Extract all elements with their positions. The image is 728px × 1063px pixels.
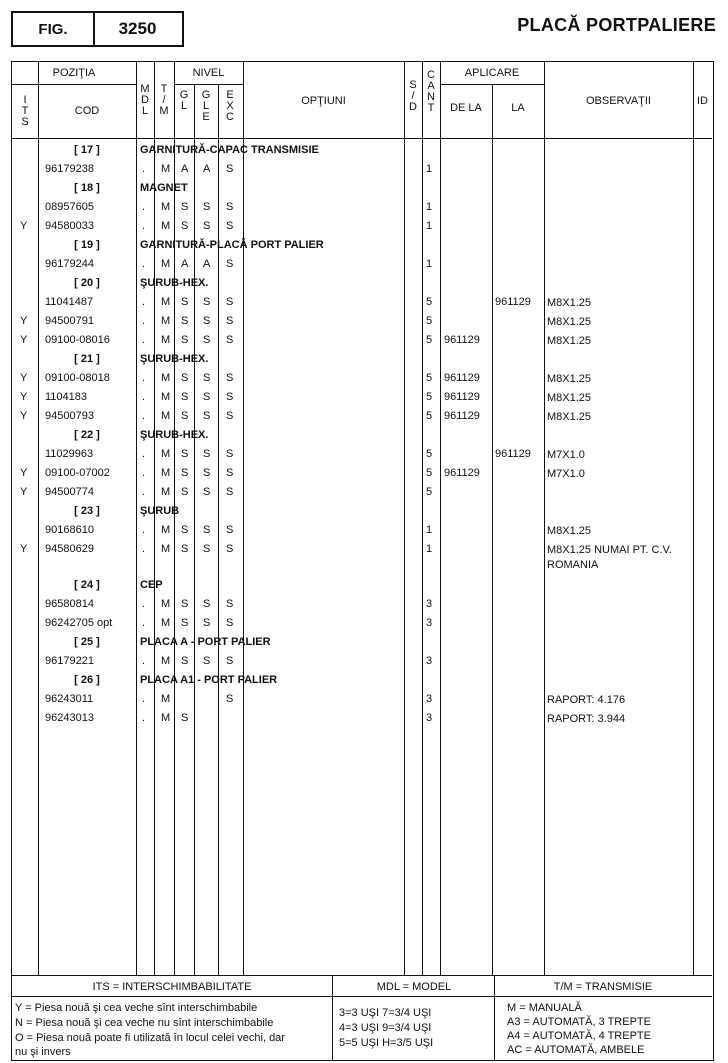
gle-cell: S	[203, 201, 211, 213]
observation-cell: M8X1.25	[547, 316, 592, 328]
gle-cell: S	[203, 524, 211, 536]
gle-cell: S	[203, 315, 211, 327]
header-pozitia: POZIŢIA	[52, 67, 96, 79]
gl-cell: S	[181, 315, 189, 327]
exc-cell: S	[226, 315, 234, 327]
part-group-name: CEP	[140, 579, 163, 591]
mdl-cell: .	[142, 258, 146, 270]
footer-mdl-title: MDL = MODEL	[376, 981, 452, 993]
footer-tm-line: AC = AUTOMATĂ, AMBELE	[507, 1044, 645, 1056]
footer-tm-line: A4 = AUTOMATĂ, 4 TREPTE	[507, 1030, 651, 1042]
header-sd: S / D	[409, 79, 417, 113]
part-code: 09100-08018	[45, 372, 110, 384]
mdl-cell: .	[142, 296, 146, 308]
tm-cell: M	[161, 598, 171, 610]
exc-cell: S	[226, 486, 234, 498]
part-code: 96243011	[45, 693, 94, 705]
its-cell: Y	[20, 543, 28, 555]
tm-cell: M	[161, 655, 171, 667]
mdl-cell: .	[142, 372, 146, 384]
mdl-cell: .	[142, 448, 146, 460]
its-cell: Y	[20, 334, 28, 346]
mdl-cell: .	[142, 410, 146, 422]
gle-cell: S	[203, 467, 211, 479]
quantity-cell: 1	[426, 258, 433, 270]
exc-cell: S	[226, 543, 234, 555]
header-id: ID	[697, 95, 708, 107]
to-date-cell: 961129	[495, 296, 531, 308]
part-code: 94580629	[45, 543, 94, 555]
observation-cell: M8X1.25	[547, 525, 592, 537]
mdl-cell: .	[142, 598, 146, 610]
header-aplicare: APLICARE	[464, 67, 520, 79]
tm-cell: M	[161, 296, 171, 308]
exc-cell: S	[226, 524, 234, 536]
position-number: [ 21 ]	[74, 353, 100, 365]
tm-cell: M	[161, 467, 171, 479]
quantity-cell: 3	[426, 617, 433, 629]
gle-cell: S	[203, 410, 211, 422]
mdl-cell: .	[142, 693, 146, 705]
quantity-cell: 1	[426, 163, 433, 175]
quantity-cell: 5	[426, 296, 433, 308]
gle-cell: S	[203, 655, 211, 667]
from-date-cell: 961129	[444, 372, 480, 384]
mdl-cell: .	[142, 334, 146, 346]
mdl-cell: .	[142, 655, 146, 667]
tm-cell: M	[161, 486, 171, 498]
gl-cell: S	[181, 334, 189, 346]
exc-cell: S	[226, 617, 234, 629]
gl-cell: S	[181, 655, 189, 667]
footer-its-line: Y = Piesa nouă şi cea veche sînt interschimbabile	[15, 1002, 258, 1014]
header-la: LA	[511, 102, 525, 114]
header-its: I T S	[21, 94, 29, 128]
footer-mdl-line: 4=3 UŞI 9=3/4 UŞI	[339, 1022, 432, 1034]
part-group-name: GARNITURĂ-PLACĂ PORT PALIER	[140, 239, 324, 251]
footer-tm-line: A3 = AUTOMATĂ, 3 TREPTE	[507, 1016, 651, 1028]
gl-cell: S	[181, 486, 189, 498]
part-code: 96179221	[45, 655, 94, 667]
position-number: [ 22 ]	[74, 429, 100, 441]
part-code: 94500791	[45, 315, 94, 327]
footer-tm-line: M = MANUALĂ	[507, 1002, 582, 1014]
mdl-cell: .	[142, 220, 146, 232]
header-dela: DE LA	[450, 102, 482, 114]
header-observatii: OBSERVAŢII	[585, 95, 651, 107]
part-code: 94500793	[45, 410, 94, 422]
part-group-name: ŞURUB-HEX.	[140, 277, 209, 289]
gl-cell: A	[181, 163, 189, 175]
fig-number: 3250	[118, 19, 157, 38]
from-date-cell: 961129	[444, 410, 480, 422]
header-mdl: M D L	[140, 83, 150, 117]
gle-cell: S	[203, 296, 211, 308]
position-number: [ 25 ]	[74, 636, 100, 648]
position-number: [ 17 ]	[74, 144, 100, 156]
from-date-cell: 961129	[444, 467, 480, 479]
position-number: [ 20 ]	[74, 277, 100, 289]
quantity-cell: 1	[426, 201, 433, 213]
parts-table	[11, 61, 714, 1061]
figure-number-box	[11, 11, 184, 47]
exc-cell: S	[226, 163, 234, 175]
quantity-cell: 5	[426, 334, 433, 346]
part-group-name: MAGNET	[140, 182, 188, 194]
from-date-cell: 961129	[444, 334, 480, 346]
tm-cell: M	[161, 391, 171, 403]
quantity-cell: 5	[426, 372, 433, 384]
part-code: 96179244	[45, 258, 94, 270]
exc-cell: S	[226, 448, 234, 460]
gl-cell: S	[181, 410, 189, 422]
part-code: 94500774	[45, 486, 94, 498]
exc-cell: S	[226, 391, 234, 403]
tm-cell: M	[161, 448, 171, 460]
header-gl: G L	[179, 89, 189, 112]
exc-cell: S	[226, 655, 234, 667]
header-gle: G L E	[201, 89, 211, 123]
part-code: 90168610	[45, 524, 94, 536]
gl-cell: S	[181, 296, 189, 308]
part-code: 96580814	[45, 598, 94, 610]
part-code: 08957605	[45, 201, 94, 213]
quantity-cell: 5	[426, 486, 433, 498]
exc-cell: S	[226, 693, 234, 705]
tm-cell: M	[161, 220, 171, 232]
gl-cell: S	[181, 448, 189, 460]
quantity-cell: 5	[426, 467, 433, 479]
footer-its-line: nu şi invers	[15, 1046, 71, 1058]
its-cell: Y	[20, 372, 28, 384]
observation-cell: M7X1.0	[547, 468, 585, 480]
gle-cell: S	[203, 391, 211, 403]
quantity-cell: 5	[426, 448, 433, 460]
quantity-cell: 3	[426, 693, 433, 705]
page-title: PLACĂ PORTPALIERE	[517, 15, 716, 35]
its-cell: Y	[20, 220, 28, 232]
its-cell: Y	[20, 410, 28, 422]
exc-cell: S	[226, 410, 234, 422]
quantity-cell: 3	[426, 655, 433, 667]
observation-cell: M8X1.25	[547, 373, 592, 385]
tm-cell: M	[161, 258, 171, 270]
part-group-name: ŞURUB	[140, 505, 180, 517]
gle-cell: A	[203, 163, 211, 175]
mdl-cell: .	[142, 486, 146, 498]
gle-cell: S	[203, 543, 211, 555]
exc-cell: S	[226, 258, 234, 270]
mdl-cell: .	[142, 201, 146, 213]
tm-cell: M	[161, 372, 171, 384]
gle-cell: S	[203, 220, 211, 232]
footer-mdl-line: 3=3 UŞI 7=3/4 UŞI	[339, 1007, 432, 1019]
tm-cell: M	[161, 410, 171, 422]
part-code: 09100-07002	[45, 467, 110, 479]
quantity-cell: 5	[426, 315, 433, 327]
tm-cell: M	[161, 693, 171, 705]
quantity-cell: 1	[426, 543, 433, 555]
exc-cell: S	[226, 220, 234, 232]
part-code: 11041487	[45, 296, 94, 308]
quantity-cell: 5	[426, 391, 433, 403]
gl-cell: S	[181, 201, 189, 213]
mdl-cell: .	[142, 524, 146, 536]
observation-cell: M8X1.25	[547, 411, 592, 423]
mdl-cell: .	[142, 315, 146, 327]
footer-mdl-line: 5=5 UŞI H=3/5 UŞI	[339, 1037, 434, 1049]
tm-cell: M	[161, 163, 171, 175]
observation-cell: RAPORT: 3.944	[547, 713, 626, 725]
tm-cell: M	[161, 617, 171, 629]
observation-cell: M8X1.25	[547, 392, 592, 404]
gl-cell: S	[181, 467, 189, 479]
gle-cell: S	[203, 486, 211, 498]
mdl-cell: .	[142, 467, 146, 479]
gle-cell: A	[203, 258, 211, 270]
observation-cell: M8X1.25	[547, 297, 592, 309]
mdl-cell: .	[142, 543, 146, 555]
observation-cell: RAPORT: 4.176	[547, 694, 626, 706]
tm-cell: M	[161, 334, 171, 346]
part-code: 11029963	[45, 448, 94, 460]
gle-cell: S	[203, 598, 211, 610]
footer-tm-title: T/M = TRANSMISIE	[553, 981, 653, 993]
gl-cell: A	[181, 258, 189, 270]
its-cell: Y	[20, 391, 28, 403]
mdl-cell: .	[142, 391, 146, 403]
footer-its-line: N = Piesa nouă şi cea veche nu sînt interschimbabile	[15, 1017, 274, 1029]
footer-its-line: O = Piesa nouă poate fi utilizată în locul celei vechi, dar	[15, 1032, 285, 1044]
part-code: 96242705 opt	[45, 617, 113, 629]
quantity-cell: 1	[426, 220, 433, 232]
gl-cell: S	[181, 391, 189, 403]
part-group-name: PLACA A1 - PORT PALIER	[140, 674, 278, 686]
gle-cell: S	[203, 334, 211, 346]
quantity-cell: 1	[426, 524, 433, 536]
gl-cell: S	[181, 617, 189, 629]
gle-cell: S	[203, 372, 211, 384]
footer-its-title: ITS = INTERSCHIMBABILITATE	[92, 981, 252, 993]
position-number: [ 24 ]	[74, 579, 100, 591]
tm-cell: M	[161, 315, 171, 327]
mdl-cell: .	[142, 163, 146, 175]
position-number: [ 23 ]	[74, 505, 100, 517]
mdl-cell: .	[142, 712, 146, 724]
quantity-cell: 3	[426, 712, 433, 724]
gle-cell: S	[203, 617, 211, 629]
exc-cell: S	[226, 201, 234, 213]
tm-cell: M	[161, 524, 171, 536]
observation-cell: M7X1.0	[547, 449, 585, 461]
gle-cell: S	[203, 448, 211, 460]
gl-cell: S	[181, 372, 189, 384]
quantity-cell: 5	[426, 410, 433, 422]
header-nivel: NIVEL	[192, 67, 225, 79]
observation-cell: M8X1.25	[547, 335, 592, 347]
observation-cell: M8X1.25 NUMAI PT. C.V. ROMANIA	[547, 544, 672, 571]
gl-cell: S	[181, 524, 189, 536]
header-optiuni: OPŢIUNI	[301, 95, 346, 107]
part-code: 96243013	[45, 712, 94, 724]
mdl-cell: .	[142, 617, 146, 629]
from-date-cell: 961129	[444, 391, 480, 403]
part-group-name: GARNITURĂ-CAPAC TRANSMISIE	[140, 144, 319, 156]
its-cell: Y	[20, 467, 28, 479]
exc-cell: S	[226, 296, 234, 308]
part-code: 94580033	[45, 220, 94, 232]
exc-cell: S	[226, 598, 234, 610]
fig-label: FIG.	[13, 13, 95, 45]
position-number: [ 18 ]	[74, 182, 100, 194]
part-group-name: ŞURUB-HEX.	[140, 429, 209, 441]
gl-cell: S	[181, 712, 189, 724]
its-cell: Y	[20, 486, 28, 498]
exc-cell: S	[226, 334, 234, 346]
part-code: 1104183	[45, 391, 88, 403]
gl-cell: S	[181, 598, 189, 610]
header-cod: COD	[74, 105, 100, 117]
header-tm: T / M	[159, 83, 169, 117]
part-group-name: ŞURUB-HEX.	[140, 353, 209, 365]
position-number: [ 26 ]	[74, 674, 100, 686]
tm-cell: M	[161, 543, 171, 555]
exc-cell: S	[226, 467, 234, 479]
header-cant: C A N T	[427, 69, 435, 114]
part-code: 96179238	[45, 163, 94, 175]
tm-cell: M	[161, 712, 171, 724]
gl-cell: S	[181, 543, 189, 555]
header-exc: E X C	[226, 89, 234, 123]
position-number: [ 19 ]	[74, 239, 100, 251]
quantity-cell: 3	[426, 598, 433, 610]
to-date-cell: 961129	[495, 448, 531, 460]
tm-cell: M	[161, 201, 171, 213]
its-cell: Y	[20, 315, 28, 327]
part-group-name: PLACA A - PORT PALIER	[140, 636, 271, 648]
gl-cell: S	[181, 220, 189, 232]
exc-cell: S	[226, 372, 234, 384]
part-code: 09100-08016	[45, 334, 110, 346]
